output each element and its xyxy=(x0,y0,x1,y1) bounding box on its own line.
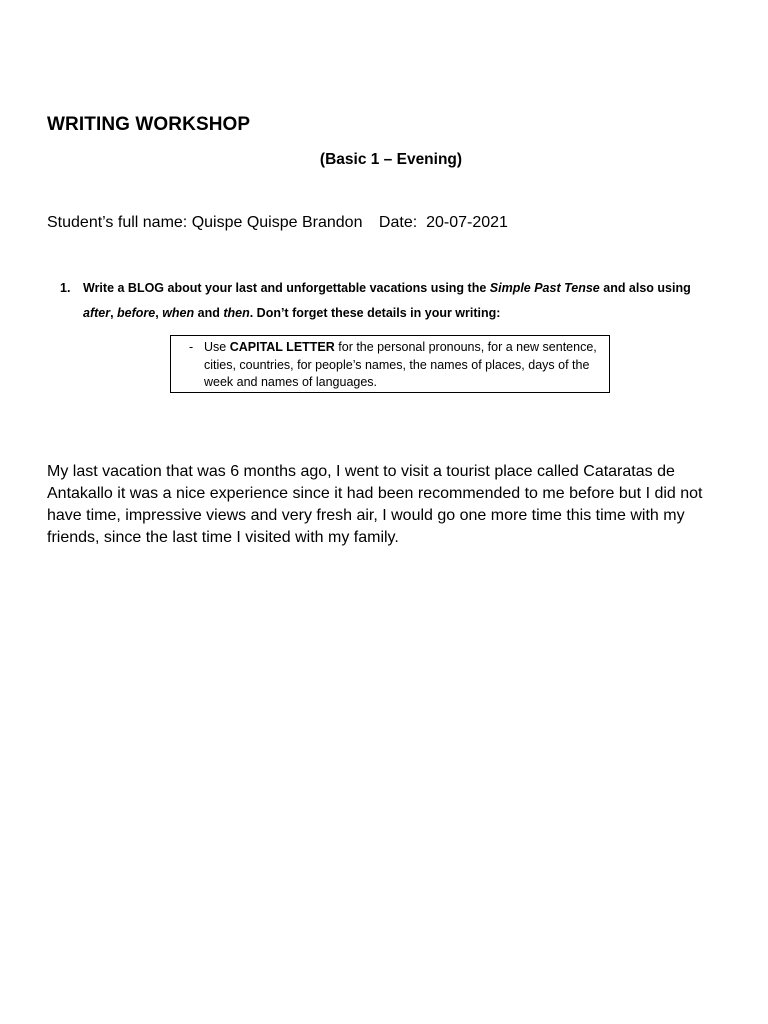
instruction-italic: when xyxy=(162,306,195,320)
instruction-italic: then xyxy=(223,306,250,320)
student-name-label: Student’s full name: xyxy=(47,214,188,231)
instruction-part: Write a BLOG about your last and unforgettable vacations using the xyxy=(83,281,490,295)
rule-prefix: Use xyxy=(204,340,230,354)
instruction-italic: Simple Past Tense xyxy=(489,281,600,295)
capital-letter-rule-box xyxy=(170,335,610,393)
student-answer-paragraph: My last vacation that was 6 months ago, I went to visit a tourist place called Cataratas de Antakallo it was a nice experience since it had been recommended to me before but I did not have time, impressive views and very fresh air, I would go one more time this time with my friends, since the last time I visited with my family. xyxy=(47,463,703,546)
instruction-part: , xyxy=(155,306,163,320)
instruction-part: , xyxy=(110,306,118,320)
instruction-item xyxy=(60,276,720,326)
document-subtitle: (Basic 1 – Evening) xyxy=(319,151,463,168)
student-name-value: Quispe Quispe Brandon xyxy=(191,214,363,231)
date-value: 20-07-2021 xyxy=(426,214,508,231)
instruction-italic: after xyxy=(83,306,111,320)
instruction-number: 1. xyxy=(60,281,71,295)
rule-bold: CAPITAL LETTER xyxy=(229,340,335,354)
instruction-part: and xyxy=(194,306,224,320)
date-label: Date: xyxy=(378,214,418,231)
document-title: WRITING WORKSHOP xyxy=(47,114,251,135)
instruction-part: . Don’t forget these details in your writing: xyxy=(249,306,501,320)
student-info-line xyxy=(47,214,508,232)
instruction-part: and also using xyxy=(599,281,691,295)
rule-rest: for the personal pronouns, for a new sentence, cities, countries, for people’s names, the names of places, days of the week and names of languages. xyxy=(204,340,597,389)
rule-bullet: - xyxy=(189,340,194,354)
instruction-italic: before xyxy=(117,306,156,320)
instruction-text xyxy=(83,276,720,326)
rule-text xyxy=(204,339,604,392)
